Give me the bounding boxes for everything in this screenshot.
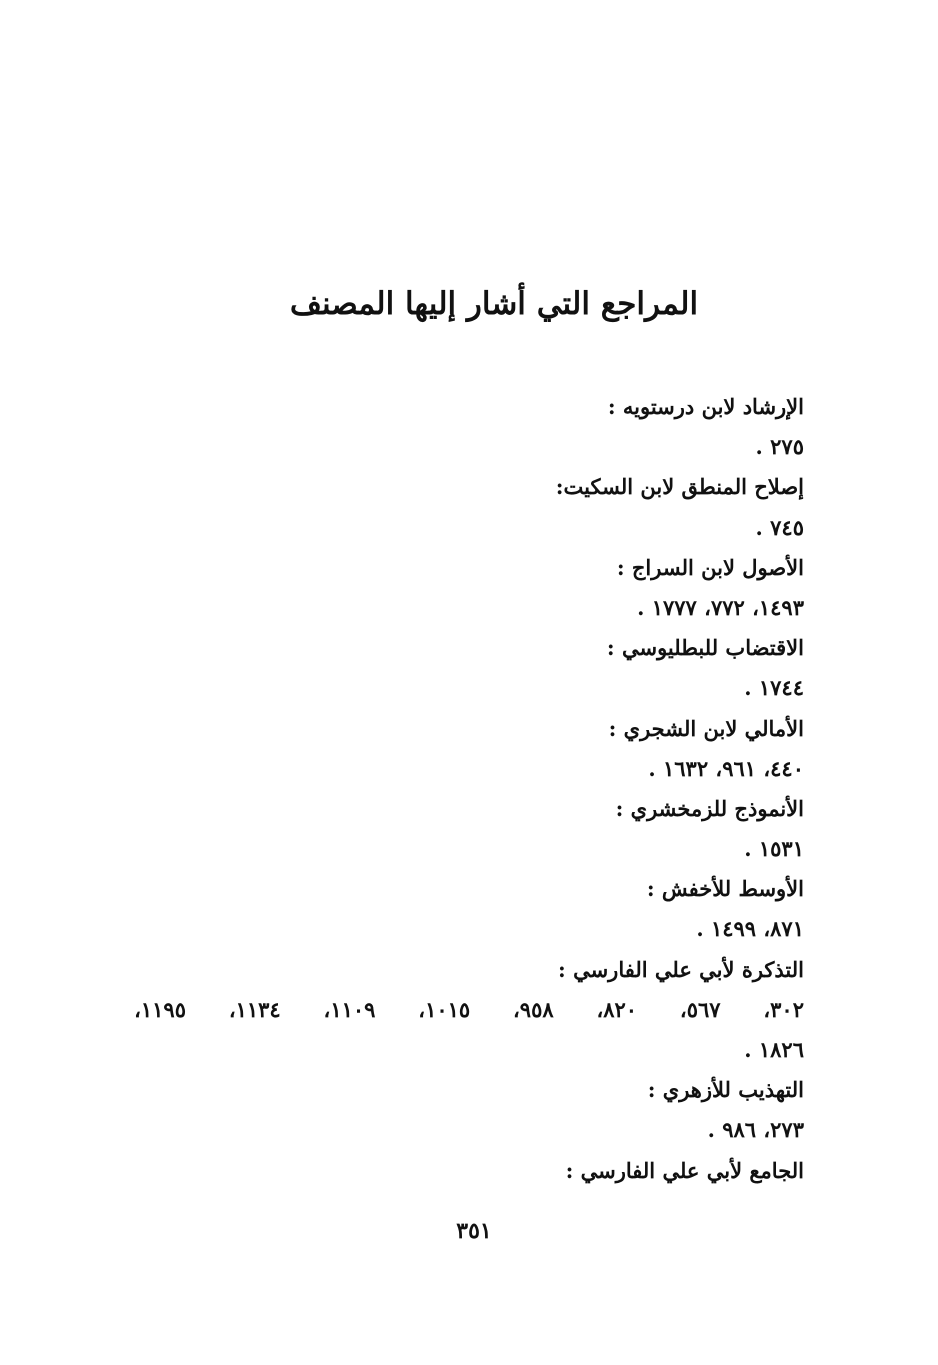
entry-title: الأمالي لابن الشجري :: [608, 715, 804, 741]
page-number: ٣٥١: [456, 1218, 492, 1244]
entry-title: إصلاح المنطق لابن السكيت:: [555, 474, 804, 500]
entry-title-tahdhib: التهذيب للأزهري :: [647, 1077, 804, 1103]
entry-page-refs: ٢٧٥ .: [755, 434, 804, 460]
page-ref: ٣٠٢،: [763, 996, 804, 1022]
references-list: [124, 387, 804, 1191]
page-ref: ١١٠٩،: [323, 996, 376, 1022]
entry-title: الإرشاد لابن درستويه :: [607, 394, 804, 419]
entry-title: الأصول لابن السراج :: [616, 554, 804, 580]
page-ref: ١١٣٤،: [228, 996, 281, 1022]
entry-page-refs: ٢٧٣، ٩٨٦ .: [707, 1117, 804, 1143]
page-ref: ١١٩٥،: [134, 996, 186, 1022]
entry-page-refs: ١٤٩٣، ٧٧٢، ١٧٧٧ .: [637, 594, 804, 620]
entry-title-tadhkira: التذكرة لأبي علي الفارسي :: [558, 956, 804, 982]
entry-title: الأنموذج للزمخشري :: [615, 795, 804, 821]
entry-page-refs: ٧٤٥ .: [755, 514, 804, 540]
page-ref: ٩٥٨،: [513, 996, 554, 1022]
page-title: المراجع التي أشار إليها المصنف: [289, 286, 699, 322]
entry-page-refs: ٤٤٠، ٩٦١، ١٦٣٢ .: [648, 755, 804, 781]
entry-title: الاقتضاب للبطليوسي :: [606, 635, 804, 661]
entry-page-refs: ١٥٣١ .: [744, 836, 804, 862]
entry-title: الأوسط للأخفش :: [646, 876, 804, 902]
page-ref: ٨٢٠،: [596, 996, 638, 1022]
entry-page-refs: ١٧٤٤ .: [744, 675, 804, 701]
entry-title-jami: الجامع لأبي علي الفارسي :: [565, 1157, 804, 1183]
entry-page-refs: ١٨٢٦ .: [744, 1037, 804, 1062]
entry-page-refs-wide: [134, 990, 804, 1030]
page-ref: ١٠١٥،: [418, 996, 471, 1022]
entry-page-refs: ٨٧١، ١٤٩٩ .: [696, 916, 804, 942]
page-ref: ٥٦٧،: [679, 996, 721, 1022]
